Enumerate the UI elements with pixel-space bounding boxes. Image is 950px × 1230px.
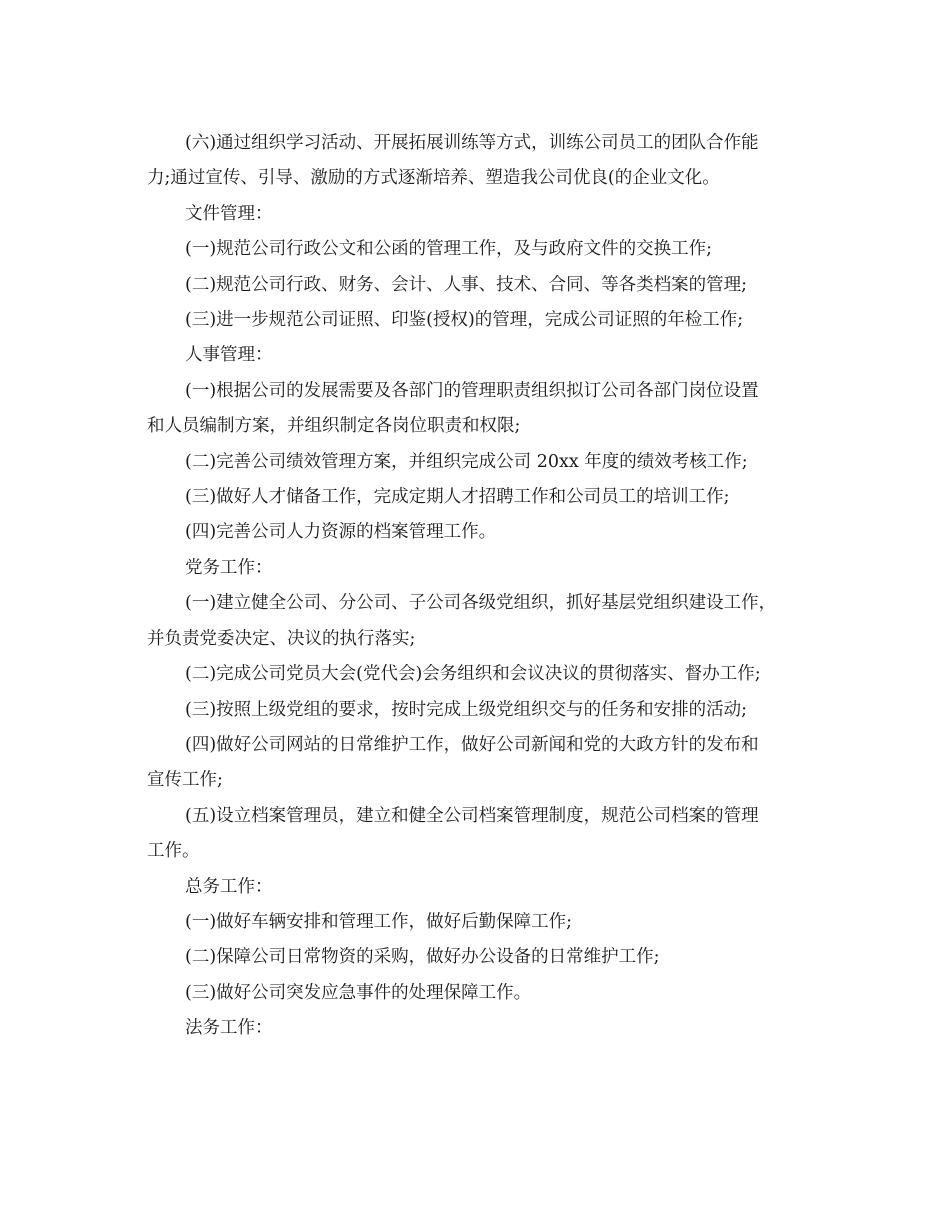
text-line: 法务工作： bbox=[185, 1018, 273, 1039]
text-line: 并负责党委决定、决议的执行落实; bbox=[147, 628, 416, 649]
text-line: (三)做好人才储备工作，完成定期人才招聘工作和公司员工的培训工作; bbox=[185, 487, 730, 508]
text-line: (一)规范公司行政公文和公函的管理工作，及与政府文件的交换工作; bbox=[185, 239, 713, 260]
list-item bbox=[147, 480, 807, 515]
text-line: (五)设立档案管理员，建立和健全公司档案管理制度，规范公司档案的管理 bbox=[185, 805, 759, 826]
text-line: (四)完善公司人力资源的档案管理工作。 bbox=[185, 522, 497, 543]
document-body bbox=[147, 126, 807, 1047]
list-item bbox=[147, 905, 807, 940]
list-item bbox=[147, 693, 807, 728]
list-item bbox=[147, 799, 807, 870]
list-item bbox=[147, 940, 807, 975]
text-line: (一)建立健全公司、分公司、子公司各级党组织，抓好基层党组织建设工作， bbox=[185, 593, 777, 614]
list-item bbox=[147, 374, 807, 445]
list-item bbox=[147, 232, 807, 267]
text-line: 人事管理： bbox=[185, 345, 273, 366]
section-heading-personnel-management bbox=[147, 338, 807, 373]
text-line: (三)进一步规范公司证照、印鉴(授权)的管理，完成公司证照的年检工作; bbox=[185, 310, 744, 331]
text-line: (二)规范公司行政、财务、会计、人事、技术、合同、等各类档案的管理; bbox=[185, 274, 748, 295]
list-item bbox=[147, 303, 807, 338]
list-item bbox=[147, 586, 807, 657]
text-line: 和人员编制方案，并组织制定各岗位职责和权限; bbox=[147, 416, 521, 437]
text-line: 文件管理： bbox=[185, 203, 273, 224]
list-item bbox=[147, 445, 807, 480]
text-line: 总务工作： bbox=[185, 876, 273, 897]
text-line: (二)完成公司党员大会(党代会)会务组织和会议决议的贯彻落实、督办工作; bbox=[185, 664, 761, 685]
section-heading-legal-affairs bbox=[147, 1011, 807, 1046]
paragraph-team-culture bbox=[147, 126, 807, 197]
text-line: 党务工作： bbox=[185, 557, 273, 578]
section-heading-general-affairs bbox=[147, 870, 807, 905]
text-line: 工作。 bbox=[147, 841, 200, 862]
list-item bbox=[147, 515, 807, 550]
text-line: (四)做好公司网站的日常维护工作，做好公司新闻和党的大政方针的发布和 bbox=[185, 734, 759, 755]
list-item bbox=[147, 657, 807, 692]
text-line: 力;通过宣传、引导、激励的方式逐渐培养、塑造我公司优良(的企业文化。 bbox=[147, 168, 720, 189]
section-heading-file-management bbox=[147, 197, 807, 232]
text-line: (三)按照上级党组的要求，按时完成上级党组织交与的任务和安排的活动; bbox=[185, 699, 748, 720]
section-heading-party-affairs bbox=[147, 551, 807, 586]
text-line: (二)保障公司日常物资的采购，做好办公设备的日常维护工作; bbox=[185, 947, 660, 968]
list-item bbox=[147, 728, 807, 799]
text-line: (一)根据公司的发展需要及各部门的管理职责组织拟订公司各部门岗位设置 bbox=[185, 380, 759, 401]
text-line: 宣传工作; bbox=[147, 770, 223, 791]
list-item bbox=[147, 976, 807, 1011]
text-line: (一)做好车辆安排和管理工作，做好后勤保障工作; bbox=[185, 911, 573, 932]
text-line: (六)通过组织学习活动、开展拓展训练等方式，训练公司员工的团队合作能 bbox=[185, 133, 759, 153]
text-line: (三)做好公司突发应急事件的处理保障工作。 bbox=[185, 982, 532, 1003]
list-item bbox=[147, 268, 807, 303]
text-line: (二)完善公司绩效管理方案，并组织完成公司 20xx 年度的绩效考核工作; bbox=[185, 451, 748, 472]
